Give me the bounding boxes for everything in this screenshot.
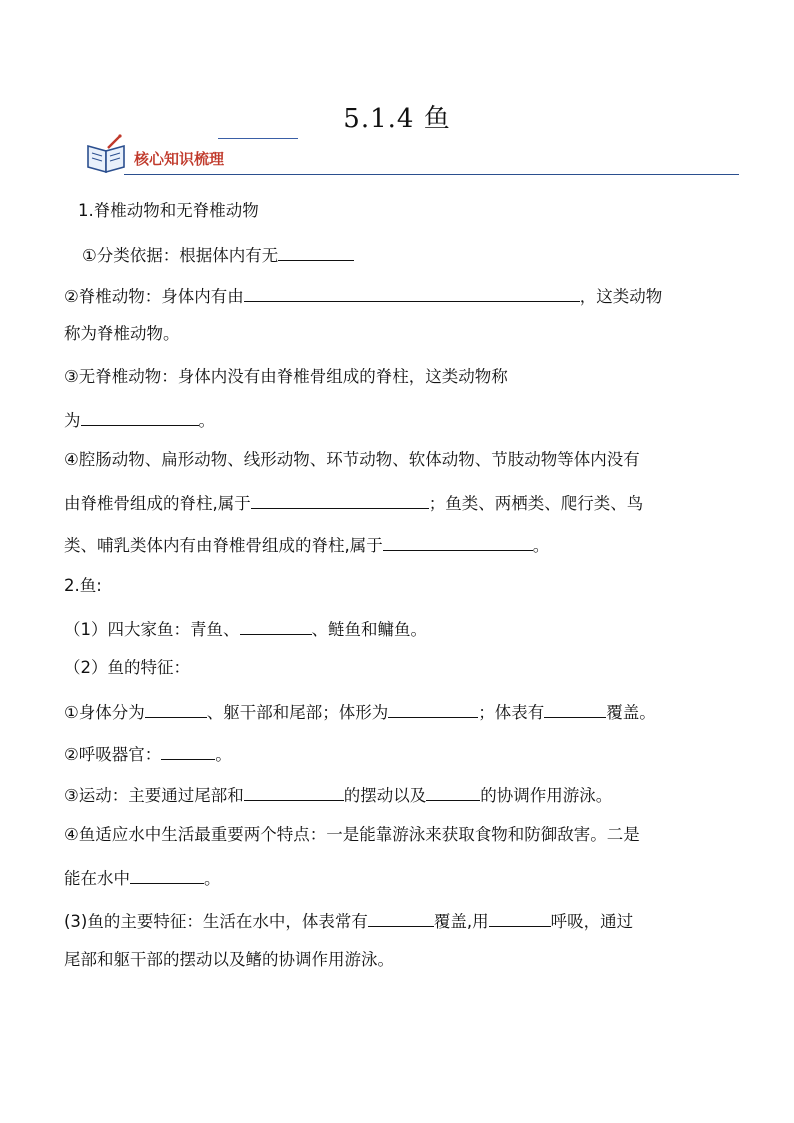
section1-heading: 1.脊椎动物和无脊椎动物	[78, 201, 259, 220]
text: 能在水中	[64, 869, 130, 888]
line-animal-groups-cont1	[64, 490, 643, 515]
text: 的摆动以及	[343, 786, 427, 805]
text: 由脊椎骨组成的脊柱,属于	[64, 494, 251, 513]
text: ②呼吸器官：	[64, 745, 162, 764]
answer-blank[interactable]	[240, 616, 312, 635]
line-animal-groups: ④腔肠动物、扁形动物、线形动物、环节动物、软体动物、节肢动物等体内没有	[64, 450, 640, 469]
text: 的协调作用游泳。	[480, 786, 613, 805]
text: ；体表有	[478, 703, 545, 722]
text: 。	[215, 745, 232, 764]
text: 。	[532, 536, 550, 555]
text: 。	[204, 869, 221, 888]
answer-blank[interactable]	[244, 782, 344, 801]
line-body-parts	[64, 699, 656, 724]
text: ；鱼类、两栖类、爬行类、鸟	[428, 494, 644, 513]
answer-blank[interactable]	[544, 699, 606, 718]
line-vertebrate-def-cont: 称为脊椎动物。	[64, 324, 180, 343]
line-main-features-cont: 尾部和躯干部的摆动以及鳍的协调作用游泳。	[64, 950, 394, 969]
text: 、躯干部和尾部；体形为	[206, 703, 389, 722]
line-animal-groups-cont2	[64, 532, 549, 557]
answer-blank[interactable]	[244, 283, 580, 302]
answer-blank[interactable]	[161, 741, 215, 760]
line-invertebrate-def-cont	[64, 407, 215, 432]
text: 、鲢鱼和鳙鱼。	[311, 620, 427, 639]
text: ①分类依据：根据体内有无	[82, 246, 279, 265]
answer-blank[interactable]	[383, 532, 533, 551]
line-four-carps	[64, 616, 427, 641]
text: 覆盖,用	[433, 912, 489, 931]
answer-blank[interactable]	[426, 782, 480, 801]
answer-blank[interactable]	[278, 242, 354, 261]
text: 为	[64, 411, 81, 430]
section2-heading: 2.鱼:	[64, 576, 102, 595]
text: ，这类动物	[579, 287, 663, 306]
open-book-icon	[84, 134, 128, 176]
line-adaptation-cont	[64, 865, 221, 890]
text: (3)鱼的主要特征：生活在水中，体表常有	[64, 912, 368, 931]
line-fish-features-heading: （2）鱼的特征：	[64, 658, 190, 677]
text: ①身体分为	[64, 703, 145, 722]
text: 呼吸，通过	[550, 912, 634, 931]
page-title: 5.1.4 鱼	[343, 104, 451, 134]
text: 覆盖。	[606, 703, 656, 722]
text: ②脊椎动物：身体内有由	[64, 287, 244, 306]
banner-top-rule	[218, 138, 298, 139]
answer-blank[interactable]	[145, 699, 207, 718]
line-main-features	[64, 908, 633, 933]
answer-blank[interactable]	[489, 908, 551, 927]
line-adaptation: ④鱼适应水中生活最重要两个特点：一是能靠游泳来获取食物和防御敌害。二是	[64, 825, 640, 844]
line-vertebrate-def	[64, 283, 662, 308]
text: 类、哺乳类体内有由脊椎骨组成的脊柱,属于	[64, 536, 383, 555]
answer-blank[interactable]	[388, 699, 478, 718]
answer-blank[interactable]	[130, 865, 204, 884]
line-respiratory-organ	[64, 741, 232, 766]
line-invertebrate-def: ③无脊椎动物：身体内没有由脊椎骨组成的脊柱，这类动物称	[64, 367, 508, 386]
text: 。	[198, 411, 215, 430]
line-classification-basis	[82, 242, 354, 267]
answer-blank[interactable]	[368, 908, 434, 927]
line-movement	[64, 782, 612, 807]
text: （1）四大家鱼：青鱼、	[64, 620, 240, 639]
text: ③运动：主要通过尾部和	[64, 786, 244, 805]
banner-label: 核心知识梳理	[134, 150, 225, 168]
banner-underline	[124, 174, 739, 175]
section-banner	[84, 134, 739, 180]
answer-blank[interactable]	[251, 490, 429, 509]
answer-blank[interactable]	[81, 407, 199, 426]
